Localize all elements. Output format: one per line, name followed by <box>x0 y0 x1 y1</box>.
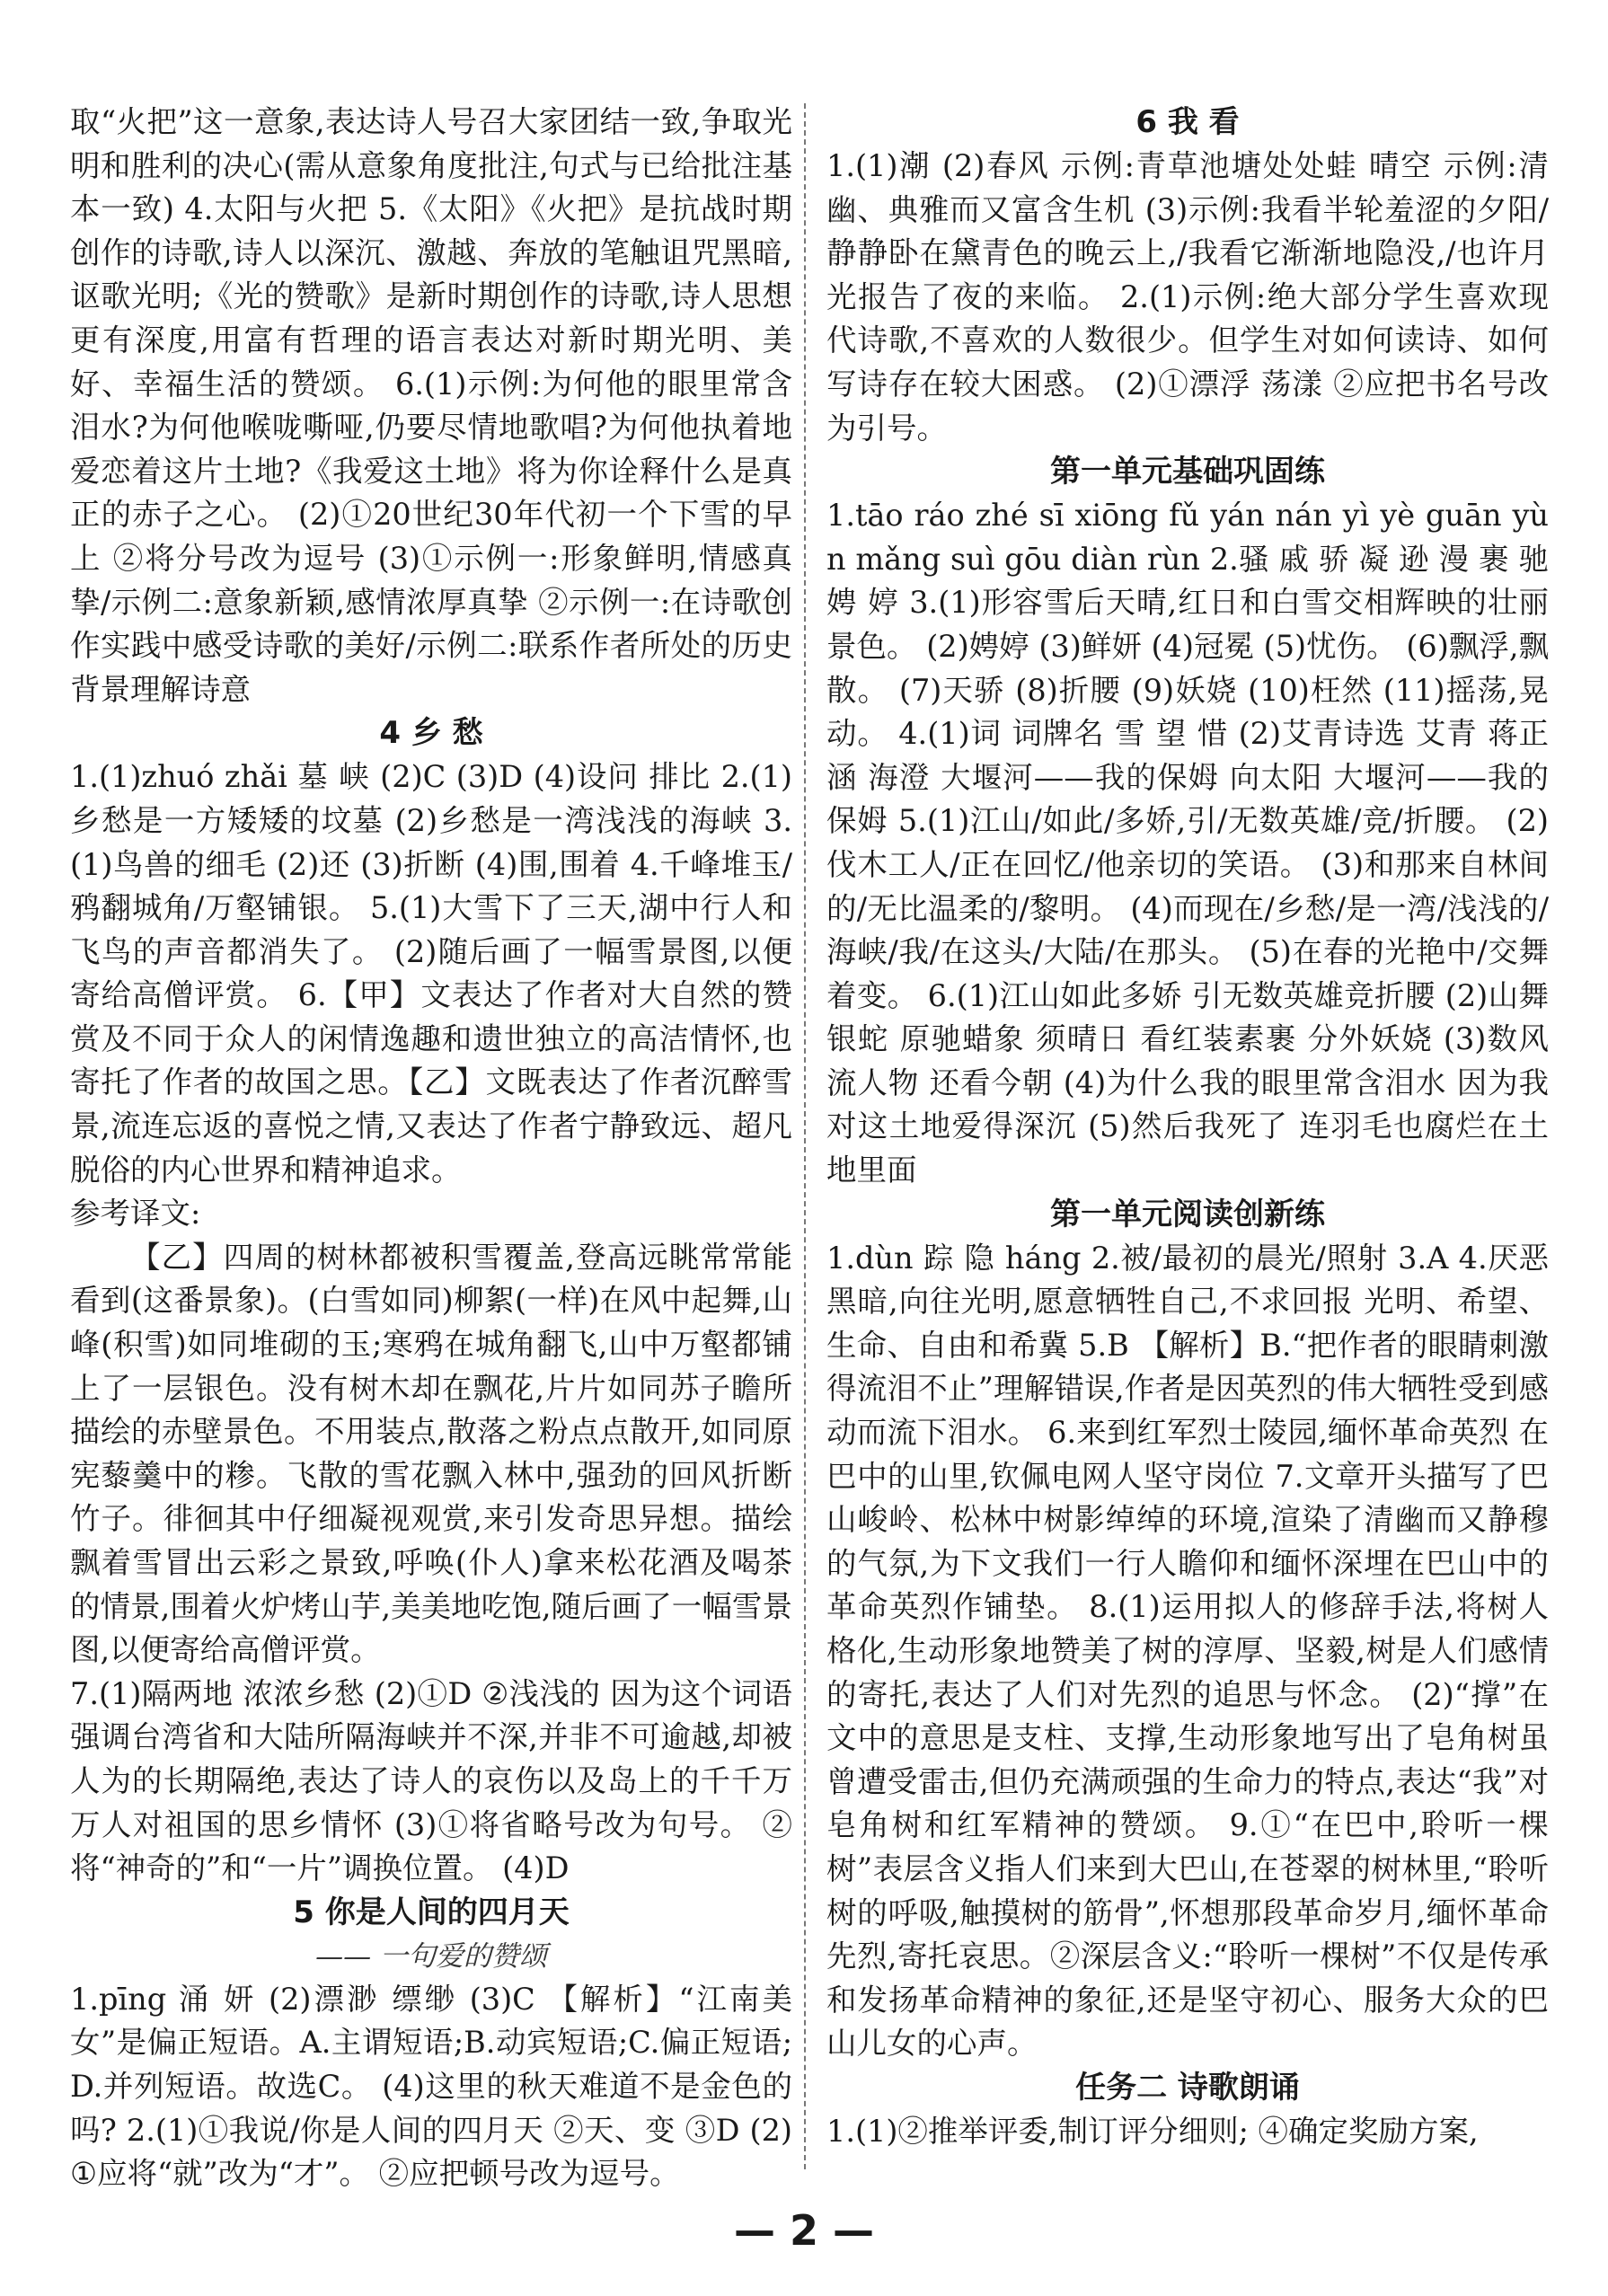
unit1-basic-answers: 1.tāo ráo zhé sī xiōng fǔ yán nán yì yè guān yùn mǎng suì gōu diàn rùn 2.骚 戚 骄 凝 逊 漫 裹 驰 娉 婷 3.(1)形容雪后天晴,红日和白雪交相辉映的壮丽景色。 (2)娉婷 (3)鲜妍 (4)冠冕 (5)忧伤。 (6)飘浮,飘散。 (7)天骄 (8)折腰 (9)妖娆 (10)枉然 (11)摇荡,晃动。 4.(1)词 词牌名 雪 望 惜 (2)艾青诗选 艾青 蒋正涵 海澄 大堰河——我的保姆 向太阳 大堰河——我的保姆 5.(1)江山/如此/多娇,引/无数英雄/竞/折腰。 (2)伐木工人/正在回忆/他亲切的笑语。 (3)和那来自林间的/无比温柔的/黎明。 (4)而现在/乡愁/是一湾/浅浅的/海峡/我/在这头/大陆/在那头。 (5)在春的光艳中/交舞着变。 6.(1)江山如此多娇 引无数英雄竞折腰 (2)山舞银蛇 原驰蜡象 须晴日 看红装素裹 分外妖娆 (3)数风流人物 还看今朝 (4)为什么我的眼里常含泪水 因为我对这土地爱得深沉 (5)然后我死了 连羽毛也腐烂在土地里面 <box>826 498 1549 1188</box>
unit1-reading-answers: 1.dùn 踪 隐 háng 2.被/最初的晨光/照射 3.A 4.厌恶黑暗,向往光明,愿意牺牲自己,不求回报 光明、希望、生命、自由和希冀 5.B 【解析】B.“把作者的眼睛刺激得流泪不止”理解错误,作者是因英烈的伟大牺牲受到感动而流下泪水。 6.来到红军烈士陵园,缅怀革命英烈 在巴中的山里,钦佩电网人坚守岗位 7.文章开头描写了巴山峻岭、松林中树影绰绰的环境,渲染了清幽而又静穆的气氛,为下文我们一行人瞻仰和缅怀深埋在巴山中的革命英烈作铺垫。 8.(1)运用拟人的修辞手法,将树人格化,生动形象地赞美了树的淳厚、坚毅,树是人们感情的寄托,表达了人们对先烈的追思与怀念。 (2)“撑”在文中的意思是支柱、支撑,生动形象地写出了皂角树虽曾遭受雷击,但仍充满顽强的生命力的特点,表达“我”对皂角树和红军精神的赞颂。 9.①“在巴中,聆听一棵树”表层含义指人们来到大巴山,在苍翠的树林里,“聆听树的呼吸,触摸树的筋骨”,怀想那段革命岁月,缅怀革命先烈,寄托哀思。②深层含义:“聆听一棵树”不仅是传承和发扬革命精神的象征,还是坚守初心、服务大众的巴山儿女的心声。 <box>826 1240 1549 2062</box>
page-number: — 2 — <box>733 2206 875 2255</box>
section-4-question-7: 7.(1)隔两地 浓浓乡愁 (2)①D ②浅浅的 因为这个词语强调台湾省和大陆所隔海峡并不深,并非不可逾越,却被人为的长期隔绝,表达了诗人的哀伤以及岛上的千千万万人对祖国的思乡情怀 (3)①将省略号改为句号。 ②将“神奇的”和“一片”调换位置。 (4)D <box>70 1675 792 1886</box>
task2-answers: 1.(1)②推举评委,制订评分细则; ④确定奖励方案, <box>826 2113 1479 2149</box>
section-5-title: 5 你是人间的四月天 <box>293 1894 570 1930</box>
section-4-title: 4 乡 愁 <box>379 715 483 752</box>
section-6-answers: 1.(1)潮 (2)春风 示例:青草池塘处处蛙 晴空 示例:清幽、典雅而又富含生机 (3)示例:我看半轮羞涩的夕阳/静静卧在黛青色的晚云上,/我看它渐渐地隐没,/也许月光报告了夜的来临。 2.(1)示例:绝大部分学生喜欢现代诗歌,不喜欢的人数很少。但学生对如何读诗、如何写诗存在较大困惑。 (2)①漂浮 荡漾 ②应把书名号改为引号。 <box>826 148 1549 446</box>
unit1-basic-title: 第一单元基础巩固练 <box>1050 454 1325 490</box>
section-4-answers: 1.(1)zhuó zhǎi 墓 峡 (2)C (3)D (4)设问 排比 2.(1)乡愁是一方矮矮的坟墓 (2)乡愁是一湾浅浅的海峡 3.(1)鸟兽的细毛 (2)还 (3)折断 (4)围,围着 4.千峰堆玉/鸦翻城角/万壑铺银。 5.(1)大雪下了三天,湖中行人和飞鸟的声音都消失了。 (2)随后画了一幅雪景图,以便寄给高僧评赏。 6.【甲】文表达了作者对大自然的赞赏及不同于众人的闲情逸趣和遗世独立的高洁情怀,也寄托了作者的故国之思。【乙】文既表达了作者沉醉雪景,流连忘返的喜悦之情,又表达了作者宁静致远、超凡脱俗的内心世界和精神追求。 <box>70 759 792 1188</box>
left-column <box>70 101 792 2196</box>
task2-title: 任务二 诗歌朗诵 <box>1075 2069 1300 2106</box>
section-5-answers: 1.pīng 涌 妍 (2)漂渺 缥缈 (3)C 【解析】“江南美女”是偏正短语。A.主谓短语;B.动宾短语;C.偏正短语;D.并列短语。故选C。 (4)这里的秋天难道不是金色的吗? 2.(1)①我说/你是人间的四月天 ②天、变 ③D (2)①应将“就”改为“才”。 ②应把顿号改为逗号。 <box>70 1981 792 2192</box>
unit1-reading-title: 第一单元阅读创新练 <box>1050 1196 1325 1232</box>
reference-translation-label: 参考译文: <box>70 1196 201 1232</box>
column-divider <box>804 103 806 2169</box>
section-6-title: 6 我 看 <box>1135 104 1240 140</box>
reference-translation: 【乙】四周的树林都被积雪覆盖,登高远眺常常能看到(这番景象)。(白雪如同)柳絮(一样)在风中起舞,山峰(积雪)如同堆砌的玉;寒鸦在城角翻飞,山中万壑都铺上了一层银色。没有树木却在飘花,片片如同苏子瞻所描绘的赤壁景色。不用装点,散落之粉点点散开,如同原宪藜羹中的糁。飞散的雪花飘入林中,强劲的回风折断竹子。徘徊其中仔细凝视观赏,来引发奇思异想。描绘飘着雪冒出云彩之景致,呼唤(仆人)拿来松花酒及喝茶的情景,围着火炉烤山芋,美美地吃饱,随后画了一幅雪景图,以便寄给高僧评赏。 <box>70 1239 792 1668</box>
section-5-subtitle: —— 一句爱的赞颂 <box>315 1939 547 1973</box>
right-column <box>826 101 1549 2154</box>
intro-answers: 取“火把”这一意象,表达诗人号召大家团结一致,争取光明和胜利的决心(需从意象角度批注,句式与已给批注基本一致) 4.太阳与火把 5.《太阳》《火把》是抗战时期创作的诗歌,诗人以深沉、激越、奔放的笔触诅咒黑暗,讴歌光明;《光的赞歌》是新时期创作的诗歌,诗人思想更有深度,用富有哲理的语言表达对新时期光明、美好、幸福生活的赞颂。 6.(1)示例:为何他的眼里常含泪水?为何他喉咙嘶哑,仍要尽情地歌唱?为何他执着地爱恋着这片土地?《我爱这土地》将为你诠释什么是真正的赤子之心。 (2)①20世纪30年代初一个下雪的早上 ②将分号改为逗号 (3)①示例一:形象鲜明,情感真挚/示例二:意象新颖,感情浓厚真挚 ②示例一:在诗歌创作实践中感受诗歌的美好/示例二:联系作者所处的历史背景理解诗意 <box>70 104 792 707</box>
